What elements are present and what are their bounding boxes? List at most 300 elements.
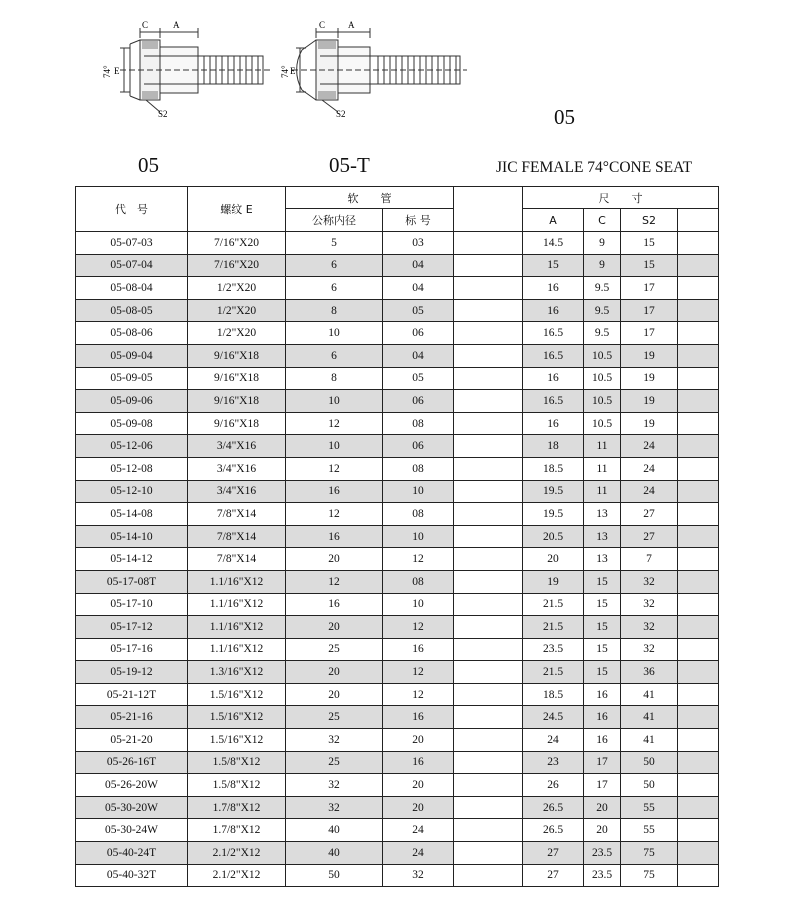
cell-s2: 17: [621, 277, 678, 300]
table-body: [76, 232, 719, 887]
cell-a: 19: [523, 570, 584, 593]
cell-s2: 50: [621, 751, 678, 774]
fitting-drawing-05: [100, 14, 275, 124]
empty-cell: [678, 322, 719, 345]
empty-cell: [678, 661, 719, 684]
empty-cell: [454, 232, 523, 255]
cell-code: 05-17-12: [76, 616, 188, 639]
cell-thread: 9/16"X18: [188, 412, 286, 435]
table-row: [76, 796, 719, 819]
cell-dn: 8: [286, 299, 383, 322]
table-row: [76, 570, 719, 593]
cell-c: 16: [584, 706, 621, 729]
table-row: [76, 480, 719, 503]
cell-mark: 08: [383, 457, 454, 480]
empty-cell: [678, 638, 719, 661]
cell-a: 15: [523, 254, 584, 277]
cell-a: 26: [523, 774, 584, 797]
cell-c: 9: [584, 232, 621, 255]
empty-cell: [678, 796, 719, 819]
dim-a-label: A: [348, 20, 355, 30]
empty-cell: [678, 503, 719, 526]
cell-s2: 41: [621, 683, 678, 706]
cell-s2: 27: [621, 503, 678, 526]
cell-dn: 20: [286, 661, 383, 684]
cell-dn: 25: [286, 638, 383, 661]
table-row: [76, 774, 719, 797]
cell-thread: 2.1/2"X12: [188, 864, 286, 887]
cell-a: 21.5: [523, 593, 584, 616]
cell-code: 05-19-12: [76, 661, 188, 684]
cell-thread: 3/4"X16: [188, 480, 286, 503]
empty-cell: [678, 525, 719, 548]
cell-code: 05-09-06: [76, 390, 188, 413]
table-row: [76, 661, 719, 684]
cell-dn: 20: [286, 548, 383, 571]
cell-dn: 16: [286, 525, 383, 548]
header-size: 尺 寸: [523, 187, 719, 209]
empty-cell: [454, 751, 523, 774]
cell-mark: 16: [383, 706, 454, 729]
cell-code: 05-14-08: [76, 503, 188, 526]
empty-cell: [678, 774, 719, 797]
cell-thread: 1.3/16"X12: [188, 661, 286, 684]
cell-mark: 32: [383, 864, 454, 887]
empty-cell: [454, 322, 523, 345]
cell-dn: 10: [286, 390, 383, 413]
cell-mark: 12: [383, 683, 454, 706]
cell-mark: 05: [383, 367, 454, 390]
cell-thread: 7/8"X14: [188, 548, 286, 571]
empty-cell: [678, 299, 719, 322]
cell-mark: 10: [383, 593, 454, 616]
cell-code: 05-17-10: [76, 593, 188, 616]
cell-code: 05-12-10: [76, 480, 188, 503]
cell-thread: 7/16"X20: [188, 254, 286, 277]
cell-c: 10.5: [584, 412, 621, 435]
cell-code: 05-26-20W: [76, 774, 188, 797]
cell-s2: 50: [621, 774, 678, 797]
cell-a: 21.5: [523, 661, 584, 684]
cell-c: 16: [584, 683, 621, 706]
table-row: [76, 457, 719, 480]
cell-c: 15: [584, 570, 621, 593]
cell-c: 13: [584, 503, 621, 526]
cell-s2: 27: [621, 525, 678, 548]
cell-dn: 6: [286, 254, 383, 277]
cell-a: 26.5: [523, 819, 584, 842]
cell-thread: 7/8"X14: [188, 525, 286, 548]
cell-thread: 9/16"X18: [188, 390, 286, 413]
cell-dn: 10: [286, 435, 383, 458]
cell-a: 16.5: [523, 322, 584, 345]
cell-code: 05-08-05: [76, 299, 188, 322]
cell-c: 9: [584, 254, 621, 277]
empty-cell: [678, 706, 719, 729]
cell-mark: 16: [383, 638, 454, 661]
cell-thread: 3/4"X16: [188, 457, 286, 480]
cell-thread: 1/2"X20: [188, 322, 286, 345]
header-a: A: [523, 209, 584, 232]
cell-mark: 12: [383, 661, 454, 684]
cell-mark: 16: [383, 751, 454, 774]
cell-s2: 41: [621, 706, 678, 729]
cell-s2: 24: [621, 480, 678, 503]
cell-thread: 1.5/16"X12: [188, 683, 286, 706]
cell-dn: 40: [286, 842, 383, 865]
cell-mark: 12: [383, 616, 454, 639]
cell-a: 23.5: [523, 638, 584, 661]
table-row: [76, 367, 719, 390]
cell-c: 15: [584, 616, 621, 639]
empty-cell: [678, 457, 719, 480]
empty-cell: [678, 864, 719, 887]
cell-mark: 10: [383, 480, 454, 503]
empty-cell: [454, 864, 523, 887]
cell-dn: 5: [286, 232, 383, 255]
cell-dn: 25: [286, 751, 383, 774]
empty-cell: [454, 412, 523, 435]
empty-cell: [454, 570, 523, 593]
table-row: [76, 412, 719, 435]
cell-a: 14.5: [523, 232, 584, 255]
cell-a: 16: [523, 299, 584, 322]
table-row: [76, 819, 719, 842]
empty-cell: [678, 683, 719, 706]
cell-dn: 16: [286, 593, 383, 616]
table-row: [76, 299, 719, 322]
table-row: [76, 751, 719, 774]
empty-cell: [454, 729, 523, 752]
table-row: [76, 435, 719, 458]
cell-mark: 06: [383, 322, 454, 345]
cell-s2: 36: [621, 661, 678, 684]
cell-dn: 6: [286, 344, 383, 367]
cell-code: 05-12-08: [76, 457, 188, 480]
empty-cell: [678, 593, 719, 616]
cell-mark: 08: [383, 570, 454, 593]
cell-dn: 8: [286, 367, 383, 390]
cell-mark: 10: [383, 525, 454, 548]
empty-cell: [454, 503, 523, 526]
cell-code: 05-17-08T: [76, 570, 188, 593]
cell-s2: 15: [621, 254, 678, 277]
cell-dn: 40: [286, 819, 383, 842]
cell-c: 13: [584, 525, 621, 548]
cell-thread: 3/4"X16: [188, 435, 286, 458]
empty-cell: [454, 819, 523, 842]
cell-code: 05-26-16T: [76, 751, 188, 774]
empty-cell: [678, 277, 719, 300]
table-row: [76, 616, 719, 639]
model-code-05-t: 05-T: [329, 153, 370, 177]
cell-dn: 20: [286, 616, 383, 639]
cell-s2: 17: [621, 299, 678, 322]
cell-a: 18.5: [523, 457, 584, 480]
cell-c: 13: [584, 548, 621, 571]
empty-cell: [454, 661, 523, 684]
header-c: C: [584, 209, 621, 232]
cell-code: 05-40-32T: [76, 864, 188, 887]
cell-dn: 12: [286, 570, 383, 593]
cell-dn: 16: [286, 480, 383, 503]
empty-cell: [678, 254, 719, 277]
cell-c: 10.5: [584, 390, 621, 413]
cell-dn: 12: [286, 412, 383, 435]
header-hose-dn: 公称内径: [286, 209, 383, 232]
cell-s2: 32: [621, 616, 678, 639]
cell-code: 05-21-12T: [76, 683, 188, 706]
cell-c: 17: [584, 751, 621, 774]
table-row: [76, 683, 719, 706]
table-row: [76, 638, 719, 661]
empty-cell: [678, 367, 719, 390]
cell-s2: 19: [621, 390, 678, 413]
cell-a: 16: [523, 367, 584, 390]
fitting-drawing-05-t: [282, 14, 472, 124]
cell-s2: 19: [621, 344, 678, 367]
table-row: [76, 593, 719, 616]
empty-cell: [454, 457, 523, 480]
cell-c: 15: [584, 593, 621, 616]
cell-a: 19.5: [523, 503, 584, 526]
cell-a: 18: [523, 435, 584, 458]
cell-s2: 75: [621, 842, 678, 865]
cell-c: 10.5: [584, 344, 621, 367]
empty-cell: [454, 548, 523, 571]
empty-cell: [678, 842, 719, 865]
cell-a: 24: [523, 729, 584, 752]
cell-thread: 1.5/16"X12: [188, 729, 286, 752]
cell-dn: 12: [286, 457, 383, 480]
dim-s2-label: S2: [336, 109, 346, 119]
cell-a: 18.5: [523, 683, 584, 706]
cell-mark: 05: [383, 299, 454, 322]
cell-thread: 7/16"X20: [188, 232, 286, 255]
cell-a: 16: [523, 412, 584, 435]
cell-code: 05-30-20W: [76, 796, 188, 819]
cell-mark: 20: [383, 796, 454, 819]
cell-dn: 50: [286, 864, 383, 887]
cell-mark: 04: [383, 344, 454, 367]
header-s2: S2: [621, 209, 678, 232]
cell-s2: 75: [621, 864, 678, 887]
cell-mark: 06: [383, 390, 454, 413]
cell-mark: 12: [383, 548, 454, 571]
cell-a: 21.5: [523, 616, 584, 639]
cell-code: 05-08-06: [76, 322, 188, 345]
cell-thread: 2.1/2"X12: [188, 842, 286, 865]
cell-thread: 1.7/8"X12: [188, 796, 286, 819]
cell-dn: 32: [286, 796, 383, 819]
dim-e-label: E: [114, 66, 120, 76]
empty-cell: [678, 548, 719, 571]
dim-c-label: C: [142, 20, 149, 30]
cell-mark: 24: [383, 842, 454, 865]
empty-cell: [454, 254, 523, 277]
cell-a: 16.5: [523, 390, 584, 413]
cell-c: 11: [584, 435, 621, 458]
dim-a-label: A: [173, 20, 180, 30]
empty-cell: [678, 435, 719, 458]
cell-a: 24.5: [523, 706, 584, 729]
cell-thread: 1.1/16"X12: [188, 638, 286, 661]
header-thread: 螺纹 E: [188, 187, 286, 232]
cell-code: 05-12-06: [76, 435, 188, 458]
cell-c: 23.5: [584, 864, 621, 887]
cell-s2: 15: [621, 232, 678, 255]
cell-a: 16: [523, 277, 584, 300]
cell-dn: 32: [286, 729, 383, 752]
cell-dn: 6: [286, 277, 383, 300]
cell-a: 23: [523, 751, 584, 774]
dim-c-label: C: [319, 20, 326, 30]
cell-thread: 1.1/16"X12: [188, 616, 286, 639]
cell-code: 05-08-04: [76, 277, 188, 300]
cell-c: 9.5: [584, 277, 621, 300]
cell-mark: 06: [383, 435, 454, 458]
cell-mark: 04: [383, 254, 454, 277]
cell-thread: 9/16"X18: [188, 344, 286, 367]
empty-cell: [454, 593, 523, 616]
cell-a: 27: [523, 864, 584, 887]
cell-s2: 17: [621, 322, 678, 345]
cell-c: 10.5: [584, 367, 621, 390]
cell-c: 9.5: [584, 322, 621, 345]
header-code: 代 号: [76, 187, 188, 232]
cell-c: 9.5: [584, 299, 621, 322]
empty-cell: [678, 729, 719, 752]
table-row: [76, 864, 719, 887]
angle-label: 74°: [280, 65, 290, 78]
angle-label: 74°: [102, 65, 112, 78]
empty-cell: [454, 390, 523, 413]
cell-thread: 1.5/8"X12: [188, 751, 286, 774]
cell-code: 05-14-12: [76, 548, 188, 571]
cell-s2: 55: [621, 819, 678, 842]
table-row: [76, 548, 719, 571]
fitting-description: JIC FEMALE 74°CONE SEAT: [496, 159, 693, 176]
cell-thread: 1.1/16"X12: [188, 593, 286, 616]
cell-code: 05-40-24T: [76, 842, 188, 865]
cell-mark: 03: [383, 232, 454, 255]
cell-dn: 10: [286, 322, 383, 345]
cell-s2: 32: [621, 570, 678, 593]
cell-thread: 1.7/8"X12: [188, 819, 286, 842]
cell-c: 15: [584, 661, 621, 684]
header-hose-mark: 标 号: [383, 209, 454, 232]
cell-thread: 1/2"X20: [188, 299, 286, 322]
empty-cell: [678, 344, 719, 367]
cell-a: 20: [523, 548, 584, 571]
empty-cell: [678, 570, 719, 593]
cell-s2: 7: [621, 548, 678, 571]
cell-s2: 24: [621, 457, 678, 480]
cell-c: 20: [584, 819, 621, 842]
empty-cell: [454, 842, 523, 865]
table-row: [76, 842, 719, 865]
cell-thread: 1.5/8"X12: [188, 774, 286, 797]
empty-cell: [454, 367, 523, 390]
cell-c: 17: [584, 774, 621, 797]
cell-s2: 55: [621, 796, 678, 819]
header-gap: [454, 187, 523, 232]
empty-cell: [454, 480, 523, 503]
cell-code: 05-14-10: [76, 525, 188, 548]
table-row: [76, 322, 719, 345]
empty-cell: [454, 796, 523, 819]
cell-code: 05-17-16: [76, 638, 188, 661]
cell-code: 05-09-04: [76, 344, 188, 367]
cell-mark: 04: [383, 277, 454, 300]
cell-s2: 19: [621, 367, 678, 390]
empty-cell: [454, 683, 523, 706]
cell-thread: 1/2"X20: [188, 277, 286, 300]
cell-code: 05-07-03: [76, 232, 188, 255]
empty-cell: [454, 435, 523, 458]
cell-thread: 9/16"X18: [188, 367, 286, 390]
dim-e-label: E: [290, 66, 296, 76]
table-row: [76, 232, 719, 255]
empty-cell: [678, 390, 719, 413]
header-hose: 软 管: [286, 187, 454, 209]
cell-s2: 41: [621, 729, 678, 752]
table-row: [76, 390, 719, 413]
cell-dn: 20: [286, 683, 383, 706]
cell-dn: 12: [286, 503, 383, 526]
table-row: [76, 277, 719, 300]
cell-code: 05-30-24W: [76, 819, 188, 842]
empty-cell: [678, 616, 719, 639]
cell-code: 05-09-08: [76, 412, 188, 435]
cell-mark: 20: [383, 729, 454, 752]
cell-a: 26.5: [523, 796, 584, 819]
cell-c: 11: [584, 457, 621, 480]
table-row: [76, 254, 719, 277]
spec-table: [75, 186, 719, 887]
model-code-05: 05: [138, 153, 159, 177]
cell-dn: 25: [286, 706, 383, 729]
table-row: [76, 729, 719, 752]
cell-mark: 08: [383, 412, 454, 435]
empty-cell: [678, 232, 719, 255]
empty-cell: [454, 525, 523, 548]
cell-s2: 32: [621, 593, 678, 616]
cell-a: 19.5: [523, 480, 584, 503]
cell-mark: 20: [383, 774, 454, 797]
cell-a: 16.5: [523, 344, 584, 367]
empty-cell: [454, 638, 523, 661]
empty-cell: [678, 412, 719, 435]
cell-a: 27: [523, 842, 584, 865]
cell-thread: 1.1/16"X12: [188, 570, 286, 593]
cell-dn: 32: [286, 774, 383, 797]
empty-cell: [454, 277, 523, 300]
cell-c: 20: [584, 796, 621, 819]
cell-c: 16: [584, 729, 621, 752]
empty-cell: [678, 480, 719, 503]
cell-thread: 7/8"X14: [188, 503, 286, 526]
cell-thread: 1.5/16"X12: [188, 706, 286, 729]
dim-s2-label: S2: [158, 109, 168, 119]
cell-mark: 08: [383, 503, 454, 526]
header-blank: [678, 209, 719, 232]
table-row: [76, 503, 719, 526]
cell-code: 05-21-20: [76, 729, 188, 752]
cell-s2: 32: [621, 638, 678, 661]
empty-cell: [454, 706, 523, 729]
empty-cell: [678, 819, 719, 842]
